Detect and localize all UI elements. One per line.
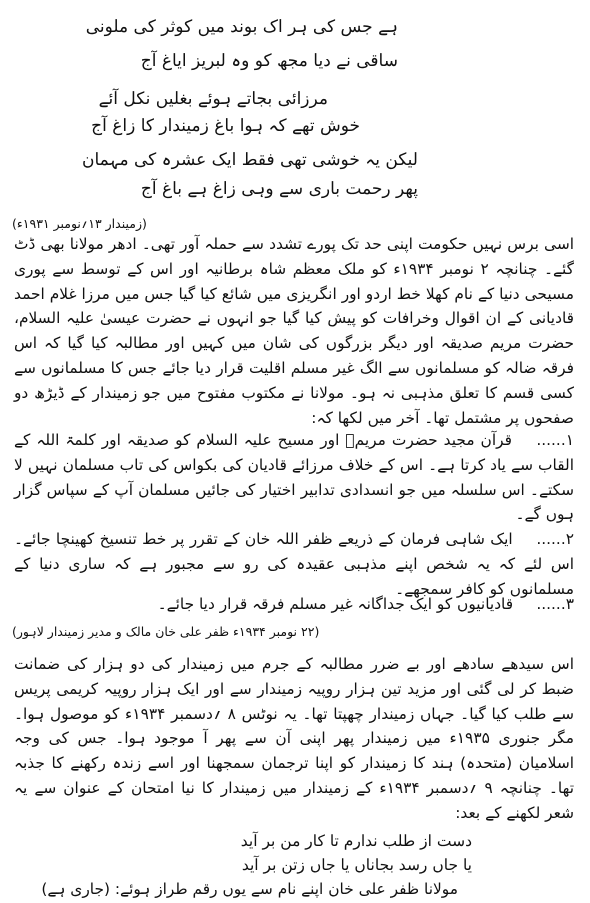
persian-verse-line-1: دست از طلب ندارم تا کار من بر آید: [240, 832, 472, 850]
closing-line: مولانا ظفر علی خان اپنے نام سے یوں رقم طراز ہوئے: (جاری ہے): [41, 880, 458, 898]
poem-line-5: لیکن یہ خوشی تھی فقط ایک عشرہ کی مہمان: [81, 150, 418, 170]
paragraph-security-forfeited: اس سیدھے سادھے اور بے ضرر مطالبہ کے جرم میں زمیندار کی دو ہزار کی ضمانت ضبط کر لی گئی اور مزید تین ہزار روپیہ زمیندار سے اور ایک ہزار روپیہ کریمی پریس سے طلب کیا گیا۔ جہاں زمیندار چھپتا تھا۔ یہ نوٹس ۸ ؍دسمبر ۱۹۳۴ء کو موصول ہوا۔ مگر جنوری ۱۹۳۵ء میں زمیندار پھر اپنی آن سے پھر آ موجود ہوا۔ جس کی وجہ اسلامیان (متحدہ) ہند کا زمیندار کو اپنا ترجمان سمجھنا اور اسے زندہ رکھنے کا جذبہ تھا۔ چنانچہ ۹ ؍دسمبر ۱۹۳۴ء کے زمیندار میں زمیندار کا نیا امتحان کے عنوان سے یہ شعر لکھنے کے بعد:: [14, 655, 575, 822]
list-item-3: [14, 592, 574, 617]
list-item-1: [14, 428, 574, 527]
persian-verse-line-2: یا جاں رسد بجاناں یا جاں زتن بر آید: [241, 856, 472, 874]
list-item-2-number: ۲......: [536, 530, 574, 548]
list-item-2: [14, 527, 574, 601]
poem-line-3: مرزائی بجاتے ہوئے بغلیں نکل آئے: [98, 89, 328, 109]
poem-line-1: ہے جس کی ہر اک بوند میں کوثر کی ملونی: [85, 17, 398, 37]
list-item-2-text: ایک شاہی فرمان کے ذریعے ظفر اللہ خان کے تقرر پر خط تنسیخ کھینچا جائے۔ اس لئے کہ یہ شخص اپنے مذہبی عقیدہ کی رو سے مجبور ہے کہ ساری دنیا کے مسلمانوں کو کافر سمجھے۔: [14, 530, 574, 598]
poem-line-6: پھر رحمت باری سے وہی زاغ ہے باغ آج: [140, 179, 418, 199]
poem-line-4: خوش تھے کہ ہوا باغ زمیندار کا زاغ آج: [91, 116, 360, 136]
list-item-1-text: قرآن مجید حضرت مریمؑ اور مسیح علیہ السلام کو صدیقہ اور کلمۃ اللہ کے القاب سے یاد کرتا ہے۔ اس کے خلاف مرزائے قادیان کی بکواس کی تاب مسلمان نہیں لا سکتے۔ اس سلسلہ میں جو انسدادی تدابیر اختیار کی جائیں مسلمان آپ کے سپاس گزار ہوں گے۔: [14, 431, 574, 524]
list-item-3-number: ۳......: [536, 595, 574, 613]
list-item-1-number: ۱......: [536, 431, 574, 449]
dateline-zafar-ali-khan-1934: (۲۲ نومبر ۱۹۳۴ء ظفر علی خان مالک و مدیر زمیندار لاہور): [12, 624, 320, 639]
dateline-zamindar-1931: (زمیندار ۱۳؍نومبر ۱۹۳۱ء): [12, 216, 147, 231]
list-item-3-text: قادیانیوں کو ایک جداگانہ غیر مسلم فرقہ قرار دیا جائے۔: [157, 595, 514, 613]
paragraph-open-letter: اسی برس نہیں حکومت اپنی حد تک پورے تشدد سے حملہ آور تھی۔ ادھر مولانا بھی ڈٹ گئے۔ چنانچہ ۲ نومبر ۱۹۳۴ء کو ملک معظم شاہ برطانیہ اور اس کے توسط سے پوری مسیحی دنیا کے نام کھلا خط اردو اور انگریزی میں شائع کیا گیا جس میں مرزا غلام احمد قادیانی کے ان اقوال وخرافات کو پیش کیا گیا جو انہوں نے حضرت عیسیٰ علیہ السلام، حضرت مریم صدیقہ اور دیگر بزرگوں کی شان میں کہیں اور مطالبہ کیا گیا کہ اس فرقہ ضالہ کو مسلمانوں سے الگ غیر مسلم اقلیت قرار دیا جائے جس کا مسلمانوں سے کسی قسم کا تعلق مذہبی نہ ہو۔ مولانا نے مکتوب مفتوح میں جو زمیندار کے ڈیڑھ دو صفحوں پر مشتمل تھا۔ آخر میں لکھا کہ:: [14, 235, 574, 427]
poem-line-2: ساقی نے دیا مجھ کو وہ لبریز ایاغ آج: [140, 51, 398, 71]
